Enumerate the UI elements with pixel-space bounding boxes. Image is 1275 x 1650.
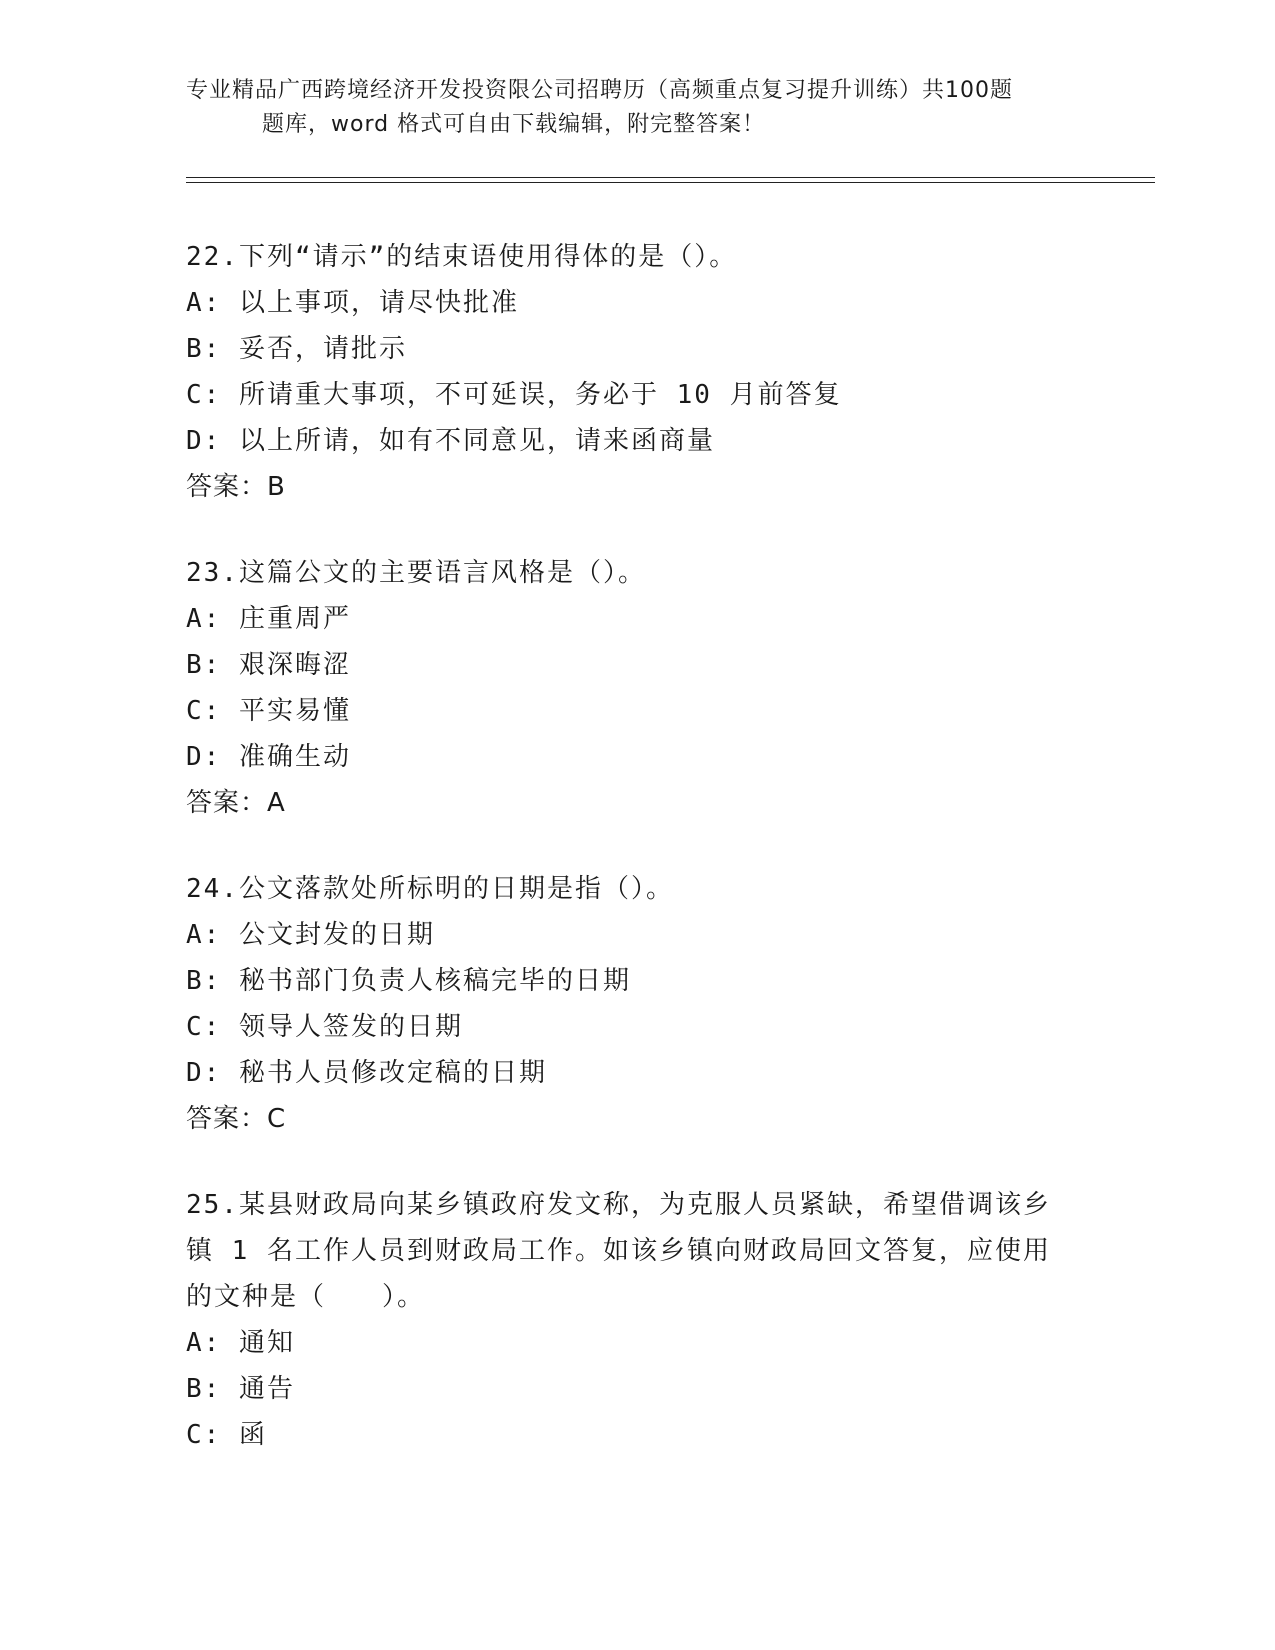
document-header: [186, 74, 1086, 142]
answer-line: 答案：B: [186, 472, 286, 502]
option-c: C: 所请重大事项，不可延误，务必于 10 月前答复: [186, 380, 842, 410]
question-list: [186, 234, 1086, 1498]
option-b: B: 通告: [186, 1374, 295, 1404]
header-divider-top: [186, 177, 1155, 178]
option-c: C: 平实易懂: [186, 696, 351, 726]
option-a: A: 庄重周严: [186, 604, 351, 634]
option-c: C: 函: [186, 1420, 267, 1450]
answer-line: 答案：C: [186, 1104, 287, 1134]
option-a: A: 公文封发的日期: [186, 920, 435, 950]
option-c: C: 领导人签发的日期: [186, 1012, 463, 1042]
question-stem: 25.某县财政局向某乡镇政府发文称，为克服人员紧缺，希望借调该乡镇 1 名工作人员到财政局工作。如该乡镇向财政局回文答复，应使用的文种是（ ）。: [186, 1190, 1051, 1312]
question-stem: 22.下列“请示”的结束语使用得体的是（）。: [186, 242, 738, 272]
answer-line: 答案：A: [186, 788, 286, 818]
question-stem: 24.公文落款处所标明的日期是指（）。: [186, 874, 674, 904]
header-title-line1: 专业精品广西跨境经济开发投资限公司招聘历（高频重点复习提升训练）共100题: [186, 78, 1013, 103]
option-d: D: 准确生动: [186, 742, 351, 772]
question-23: [186, 550, 1086, 826]
option-b: B: 妥否，请批示: [186, 334, 407, 364]
question-stem: 23.这篇公文的主要语言风格是（）。: [186, 558, 646, 588]
header-title-line2: 题库，word 格式可自由下载编辑，附完整答案！: [262, 112, 766, 137]
header-divider-bottom: [186, 182, 1155, 183]
question-25: [186, 1182, 1086, 1458]
option-d: D: 以上所请，如有不同意见，请来函商量: [186, 426, 715, 456]
option-b: B: 艰深晦涩: [186, 650, 351, 680]
option-b: B: 秘书部门负责人核稿完毕的日期: [186, 966, 631, 996]
question-24: [186, 866, 1086, 1142]
question-22: [186, 234, 1086, 510]
option-d: D: 秘书人员修改定稿的日期: [186, 1058, 547, 1088]
option-a: A: 以上事项，请尽快批准: [186, 288, 519, 318]
option-a: A: 通知: [186, 1328, 295, 1358]
